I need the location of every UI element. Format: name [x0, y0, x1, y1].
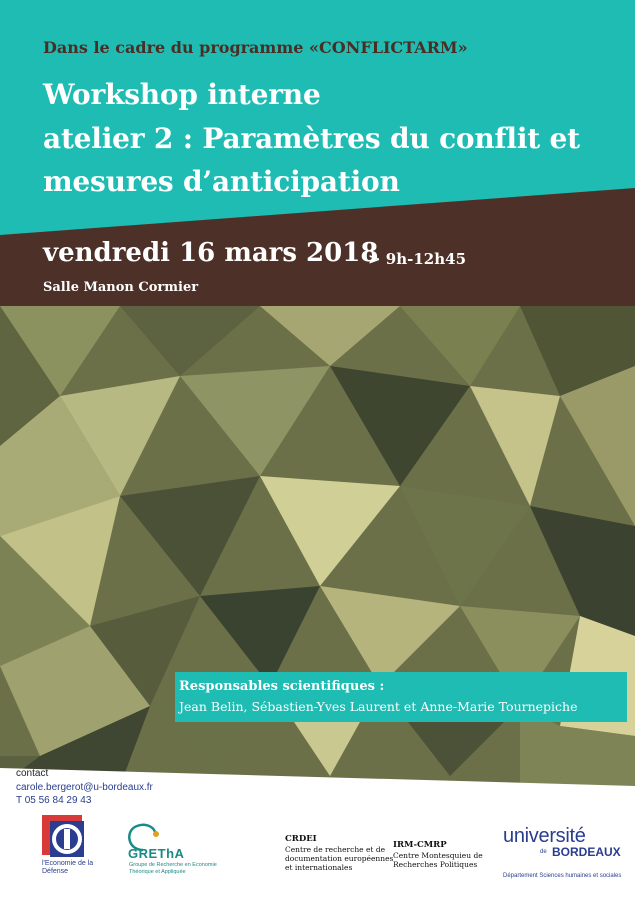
gretha-subtitle: Groupe de Recherche en Economie Théorique et Appliquée [129, 862, 217, 875]
universite-bordeaux-logo-de: de [540, 849, 547, 855]
contact-email-link[interactable]: carole.bergerot@u-bordeaux.fr [16, 782, 153, 793]
program-intro: Dans le cadre du programme «CONFLICTARM» [43, 38, 468, 57]
responsables-title: Responsables scientifiques : [179, 679, 385, 694]
title-line-1: Workshop interne [43, 78, 321, 111]
economie-defense-text: l'Economie de la Défense [42, 860, 94, 875]
crdei-subtitle: Centre de recherche et de documentation européennes et internationales [285, 845, 394, 872]
contact-phone: T 05 56 84 29 43 [16, 795, 92, 806]
title-line-3: mesures d’anticipation [43, 165, 400, 198]
irm-cmrp-subtitle: Centre Montesquieu de Recherches Politiques [393, 851, 483, 869]
event-room: Salle Manon Cormier [43, 280, 199, 295]
responsables-names: Jean Belin, Sébastien-Yves Laurent et Anne-Marie Tournepiche [179, 699, 578, 714]
gretha-name: GREThA [128, 846, 185, 861]
crdei-name: CRDEI [285, 834, 317, 844]
universite-bordeaux-logo-bottom: BORDEAUX [552, 845, 621, 859]
event-date: vendredi 16 mars 2018 [43, 238, 379, 268]
universite-bordeaux-logo-top: université [503, 825, 586, 847]
title-line-2: atelier 2 : Paramètres du conflit et [43, 122, 580, 155]
event-time: > 9h-12h45 [368, 250, 467, 268]
universite-bordeaux-department: Département Sciences humaines et sociales [503, 873, 622, 879]
contact-label: contact [16, 768, 49, 779]
irm-cmrp-name: IRM-CMRP [393, 840, 447, 850]
responsables-box [175, 672, 627, 722]
